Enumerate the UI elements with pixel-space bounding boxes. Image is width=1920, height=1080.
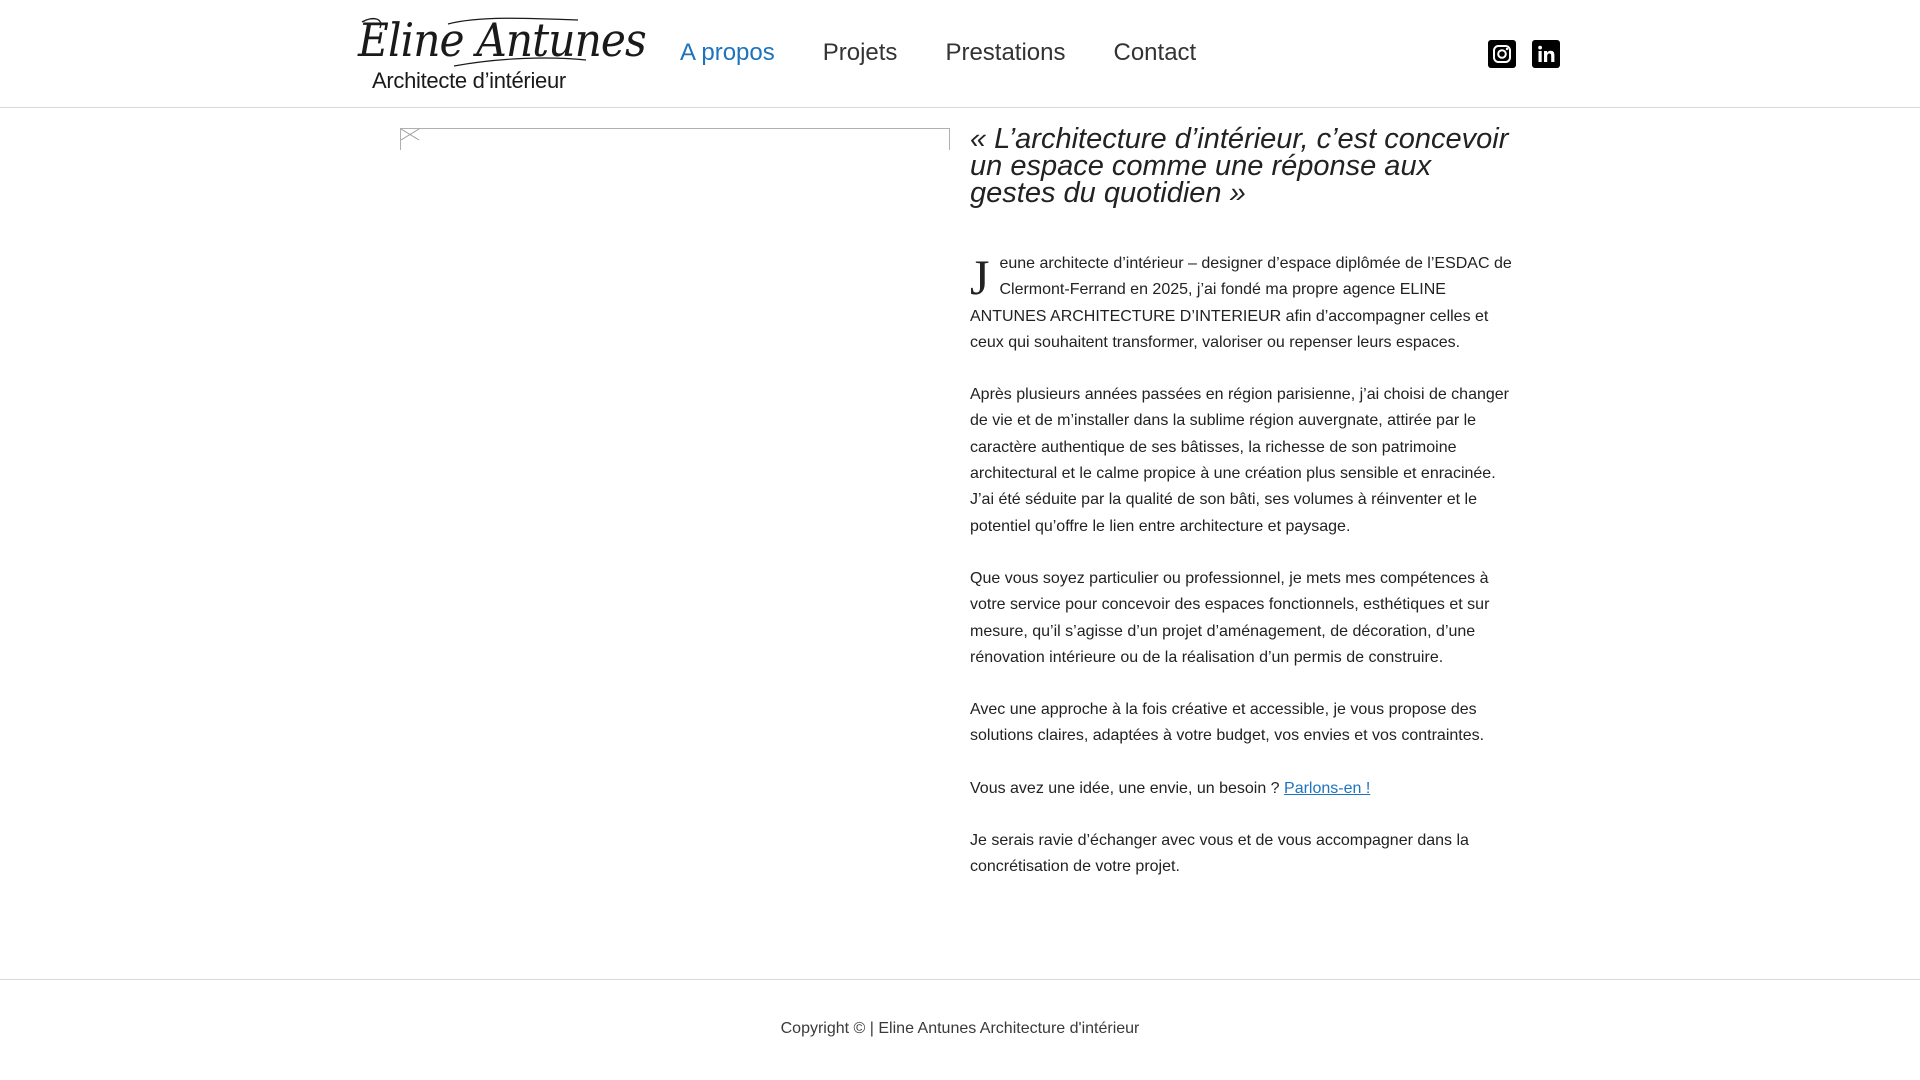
broken-image-icon [400, 128, 420, 150]
copyright-text: Copyright © | Eline Antunes Architecture d'intérieur [780, 1020, 1140, 1037]
paragraph-approach: Avec une approche à la fois créative et accessible, je vous propose des solutions claires, adaptées à votre budget, vos envies et vos contraintes. [970, 701, 1485, 745]
paragraph-closing: Je serais ravie d’échanger avec vous et de vous accompagner dans la concrétisation de votre projet. [970, 832, 1469, 876]
linkedin-icon[interactable] [1532, 40, 1560, 68]
intro-paragraph [970, 251, 1522, 356]
social-links [1488, 40, 1560, 68]
contact-link[interactable]: Parlons-en ! [1284, 779, 1371, 797]
cta-text: Vous avez une idée, une envie, un besoin ? [970, 779, 1280, 797]
cta-paragraph [970, 776, 1522, 802]
about-body [970, 251, 1522, 881]
nav-item-prestations[interactable]: Prestations [945, 39, 1066, 66]
nav-item-contact[interactable]: Contact [1113, 39, 1197, 66]
paragraph-services: Que vous soyez particulier ou professionnel, je mets mes compétences à votre service pour concevoir des espaces fonctionnels, esthétiques et sur mesure, qu’il s’agisse d’un projet d’aménagement, de décoration, d’une rénovation intérieure ou de la réalisation d’un permis de construire. [970, 569, 1490, 666]
paragraph-region: Après plusieurs années passées en région parisienne, j’ai choisi de changer de vie et de m’installer dans la sublime région auvergnate, attirée par le caractère authentique de ses bâtisses, la richesse de son patrimoine architectural et le calme propice à une création plus sensible et enracinée. J’ai été séduite par la qualité de son bâti, ses volumes à réinventer et le potentiel qu’offre le lien entre architecture et paysage. [970, 386, 1509, 535]
drop-cap: J [970, 249, 990, 305]
logo-script-text: Eline Antunes [358, 13, 646, 67]
page-quote: « L’architecture d’intérieur, c’est concevoir un espace comme une réponse aux gestes du quotidien » [970, 123, 1509, 209]
site-footer [0, 979, 1920, 1080]
about-image [400, 128, 950, 150]
intro-text: eune architecte d’intérieur – designer d’espace diplômée de l’ESDAC de Clermont-Ferrand en 2025, j’ai fondé ma propre agence ELINE ANTUNES ARCHITECTURE D’INTERIEUR afin d’accompagner celles et ceux qui souhaitent transformer, valoriser ou repenser leurs espaces. [970, 255, 1512, 351]
instagram-icon[interactable] [1488, 40, 1516, 68]
logo-swash-icon [358, 14, 590, 74]
nav-item-projets[interactable]: Projets [822, 39, 898, 66]
logo-subtitle: Architecte d’intérieur [372, 68, 566, 93]
site-header [0, 0, 1920, 108]
main-nav [680, 38, 1244, 68]
nav-item-a-propos[interactable]: A propos [680, 39, 775, 66]
site-logo[interactable] [358, 13, 646, 96]
about-content [970, 123, 1522, 907]
